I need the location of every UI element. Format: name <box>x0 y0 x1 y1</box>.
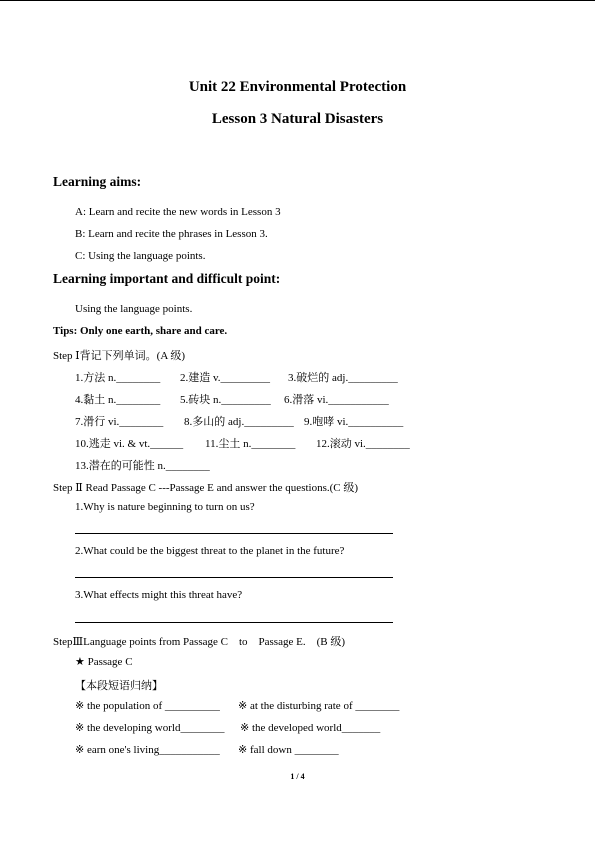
phrase-item: ※ the developed world_______ <box>240 722 381 734</box>
page-number: 1 / 4 <box>290 772 305 781</box>
tips-text: Tips: Only one earth, share and care. <box>53 325 228 337</box>
question-3: 3.What effects might this threat have? <box>75 589 243 601</box>
document-title: Unit 22 Environmental Protection <box>188 79 407 95</box>
vocab-item: 8.多山的 adj._________ <box>184 416 294 428</box>
phrase-item: ※ earn one's living___________ <box>75 744 220 756</box>
step3-heading: StepⅢLanguage points from Passage C to Passage E. (B 级) <box>53 636 345 648</box>
answer-line <box>75 577 393 578</box>
aim-a: A: Learn and recite the new words in Lesson 3 <box>75 206 281 218</box>
step1-heading: Step Ⅰ背记下列单词。(A 级) <box>53 350 186 362</box>
phrase-item: ※ the population of __________ <box>75 700 220 712</box>
vocab-item: 1.方法 n.________ <box>75 372 161 384</box>
important-point-heading: Learning important and difficult point: <box>53 271 281 286</box>
important-point-text: Using the language points. <box>75 303 193 315</box>
vocab-item: 12.滚动 vi.________ <box>316 438 410 450</box>
aim-c: C: Using the language points. <box>75 250 206 262</box>
vocab-item: 6.滑落 vi.___________ <box>284 394 389 406</box>
phrase-item: ※ fall down ________ <box>238 744 339 756</box>
vocab-item: 7.滑行 vi.________ <box>75 416 164 428</box>
vocab-item: 5.砖块 n._________ <box>180 394 271 406</box>
passage-c-label: ★ Passage C <box>75 656 133 668</box>
lesson-title: Lesson 3 Natural Disasters <box>211 111 384 127</box>
vocab-item: 13.潜在的可能性 n.________ <box>75 460 210 472</box>
question-2: 2.What could be the biggest threat to the planet in the future? <box>75 545 345 557</box>
answer-line <box>75 533 393 534</box>
aim-b: B: Learn and recite the phrases in Lesson 3. <box>75 228 268 240</box>
phrase-item: ※ at the disturbing rate of ________ <box>238 700 400 712</box>
step2-heading: Step Ⅱ Read Passage C ---Passage E and answer the questions.(C 级) <box>53 482 359 494</box>
vocab-item: 4.黏土 n.________ <box>75 394 161 406</box>
vocab-item: 10.逃走 vi. & vt.______ <box>75 438 184 450</box>
vocab-item: 2.建造 v._________ <box>180 372 271 384</box>
question-1: 1.Why is nature beginning to turn on us? <box>75 501 255 513</box>
top-rule <box>0 0 595 1</box>
phrase-item: ※ the developing world________ <box>75 722 225 734</box>
vocab-item: 11.尘土 n.________ <box>205 438 296 450</box>
vocab-item: 9.咆哮 vi.__________ <box>304 416 404 428</box>
answer-line <box>75 622 393 623</box>
phrase-summary-label: 【本段短语归纳】 <box>75 680 163 692</box>
learning-aims-heading: Learning aims: <box>53 174 142 189</box>
vocab-item: 3.破烂的 adj._________ <box>288 372 398 384</box>
